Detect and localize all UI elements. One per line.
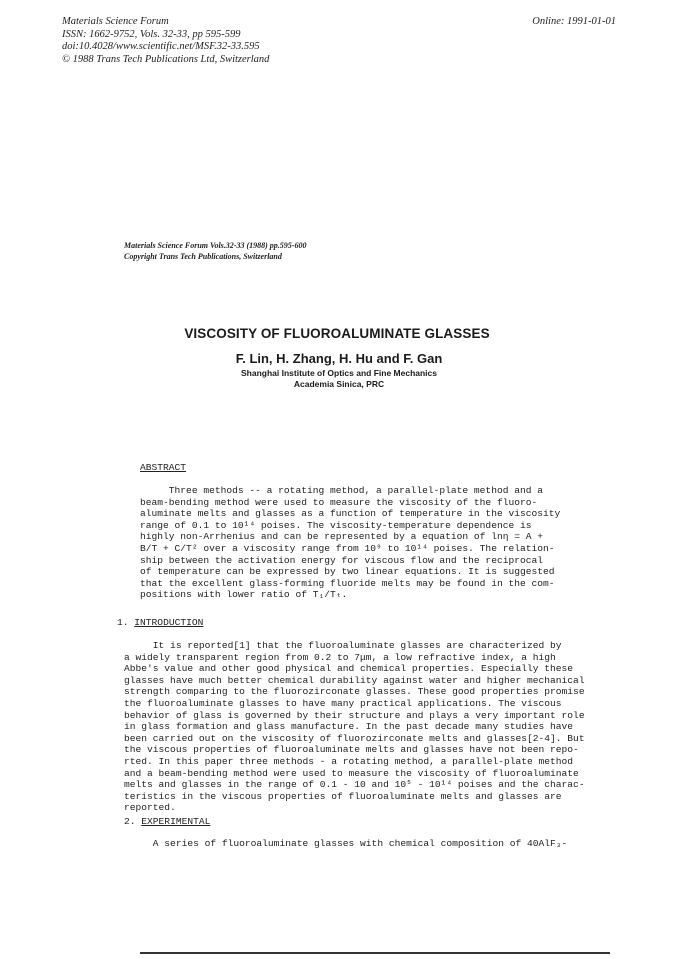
page-bottom-rule bbox=[140, 952, 610, 954]
publication-info bbox=[124, 240, 306, 262]
affiliation-institute: Shanghai Institute of Optics and Fine Mechanics bbox=[241, 368, 437, 378]
experimental-heading bbox=[124, 816, 210, 828]
experimental-text: A series of fluoroaluminate glasses with chemical composition of 40AlF₃- bbox=[124, 838, 568, 849]
issn-line: ISSN: 1662-9752, Vols. 32-33, pp 595-599 bbox=[62, 28, 241, 40]
paper-title: VISCOSITY OF FLUOROALUMINATE GLASSES bbox=[184, 326, 490, 341]
abstract-text: Three methods -- a rotating method, a parallel-plate method and a beam-bending method were used to measure the viscosity of the fluoro- aluminate melts and glasses as a function of temperature in the viscosity range of 0.1 to 10¹⁴ poises. The viscosity-temperature dependence is highly non-Arrhenius and can be represented by a equation of lnη = A + B/T + C/T² over a viscosity range from 10⁹ to 10¹⁴ poises. The relation- ship between the activation energy for viscous flow and the reciprocal of temperature can be expressed by two linear equations. It is suggested that the excellent glass-forming fluoride melts may be found in the com- positions with lower ratio of T₁/Tₜ. bbox=[140, 485, 561, 601]
citation-header bbox=[62, 16, 269, 66]
introduction-text: It is reported[1] that the fluoroaluminate glasses are characterized by a widely transparent region from 0.2 to 7μm, a low refractive index, a high Abbe's value and other good physical and chemical properties. Especially these glasses have much better chemical durability against water and higher mechanical strength comparing to the fluorozirconate glasses. These good properties promise the fluoroaluminate glasses to have many practical applications. The viscous behavior of glass is governed by their structure and plays a very important role in glass formation and glass manufacture. In the past decade many studies have been carried out on the viscosity of fluorozirconate melts and glasses[2-4]. But the viscous properties of fluoroaluminate melts and glasses have not been repo- rted. In this paper three methods - a rotating method, a parallel-plate method and a beam-bending method were used to measure the viscosity of fluoroaluminate melts and glasses in the range of 0.1 - 10 and 10⁵ - 10¹⁴ poises and the charac- teristics in the viscous properties of fluoroaluminate melts and glasses are reported. bbox=[124, 640, 585, 814]
publication-volume: Materials Science Forum Vols.32-33 (1988) pp.595-600 bbox=[124, 241, 307, 250]
journal-name: Materials Science Forum bbox=[62, 16, 169, 27]
section-number: 2. bbox=[124, 816, 142, 827]
authors: F. Lin, H. Zhang, H. Hu and F. Gan bbox=[235, 351, 443, 366]
section-title: INTRODUCTION bbox=[134, 617, 204, 628]
section-number: 1. bbox=[117, 617, 135, 628]
introduction-heading bbox=[117, 617, 203, 629]
section-title: EXPERIMENTAL bbox=[141, 816, 211, 827]
copyright-line: © 1988 Trans Tech Publications Ltd, Switzerland bbox=[62, 53, 270, 65]
title-block bbox=[0, 326, 678, 390]
publication-copyright: Copyright Trans Tech Publications, Switzerland bbox=[124, 252, 282, 261]
online-date: Online: 1991-01-01 bbox=[532, 16, 616, 27]
affiliation-academy: Academia Sinica, PRC bbox=[293, 379, 385, 389]
doi-line[interactable]: doi:10.4028/www.scientific.net/MSF.32-33.595 bbox=[62, 41, 260, 52]
abstract-heading: ABSTRACT bbox=[140, 462, 187, 473]
